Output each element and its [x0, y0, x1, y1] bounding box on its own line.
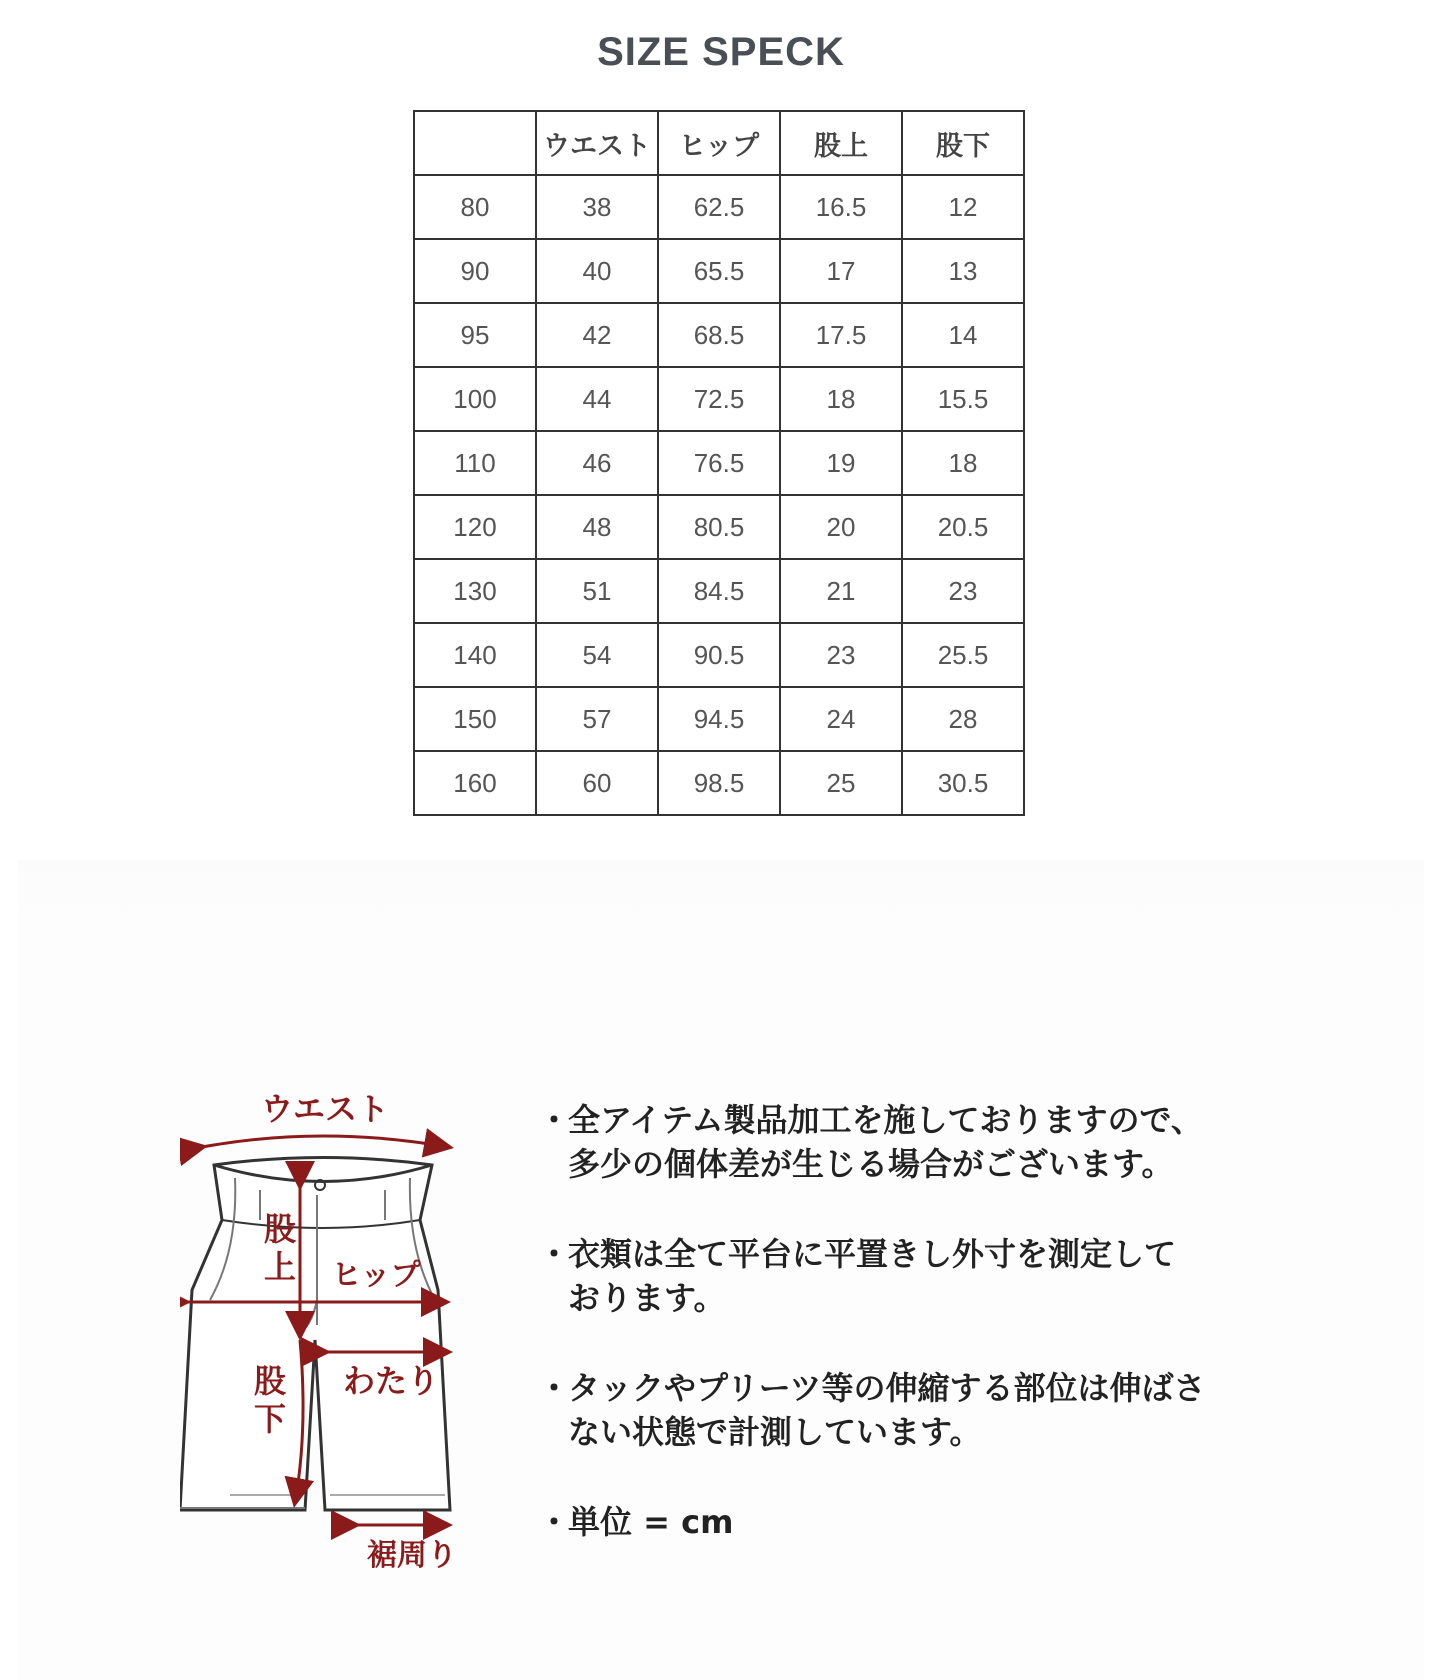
table-row	[414, 303, 1024, 367]
header-cell: 股上	[780, 111, 902, 175]
page-title: SIZE SPECK	[597, 30, 845, 74]
header-cell: ウエスト	[536, 111, 658, 175]
measurement-cell: 51	[536, 559, 658, 623]
note-text: タックやプリーツ等の伸縮する部位は伸ばさ	[568, 1369, 1206, 1407]
size-spec-table	[413, 110, 1025, 816]
inseam-label-bottom: 下	[253, 1400, 287, 1438]
size-cell: 130	[414, 559, 536, 623]
measurement-cell: 48	[536, 495, 658, 559]
measurement-cell: 38	[536, 175, 658, 239]
rise-label-bottom: 上	[263, 1248, 297, 1286]
note-text: 単位 = cm	[568, 1503, 734, 1541]
note-text: 衣類は全て平台に平置きし外寸を測定して	[568, 1235, 1177, 1273]
measurement-cell: 12	[902, 175, 1024, 239]
header-cell	[414, 111, 536, 175]
rise-label-top: 股	[263, 1210, 297, 1248]
size-cell: 160	[414, 751, 536, 815]
measurement-cell: 30.5	[902, 751, 1024, 815]
measurement-cell: 20.5	[902, 495, 1024, 559]
size-cell: 95	[414, 303, 536, 367]
note-item	[538, 1098, 1298, 1186]
shorts-outline	[180, 1158, 450, 1511]
bullet-icon: ・	[538, 1503, 571, 1541]
hem-label: 裾周り	[367, 1538, 457, 1570]
header-cell: 股下	[902, 111, 1024, 175]
note-text: 多少の個体差が生じる場合がございます。	[568, 1145, 1174, 1183]
measurement-cell: 15.5	[902, 367, 1024, 431]
measurement-cell: 40	[536, 239, 658, 303]
measurement-cell: 17.5	[780, 303, 902, 367]
measurement-cell: 25	[780, 751, 902, 815]
measurement-cell: 46	[536, 431, 658, 495]
note-item	[538, 1366, 1298, 1454]
table-row	[414, 495, 1024, 559]
table-row	[414, 175, 1024, 239]
measurement-cell: 28	[902, 687, 1024, 751]
note-item	[538, 1500, 1298, 1544]
measurement-cell: 16.5	[780, 175, 902, 239]
bullet-icon: ・	[538, 1101, 571, 1139]
measurement-cell: 44	[536, 367, 658, 431]
table-row	[414, 751, 1024, 815]
measurement-cell: 19	[780, 431, 902, 495]
measurement-cell: 60	[536, 751, 658, 815]
table-row	[414, 239, 1024, 303]
measurement-cell: 90.5	[658, 623, 780, 687]
waist-label: ウエスト	[260, 1090, 390, 1128]
size-cell: 150	[414, 687, 536, 751]
hip-label: ヒップ	[331, 1258, 421, 1293]
note-text: ない状態で計測しています。	[568, 1413, 982, 1451]
measurement-cell: 80.5	[658, 495, 780, 559]
measurement-cell: 68.5	[658, 303, 780, 367]
size-cell: 110	[414, 431, 536, 495]
measurement-cell: 72.5	[658, 367, 780, 431]
measurement-cell: 21	[780, 559, 902, 623]
measurement-cell: 24	[780, 687, 902, 751]
measurement-cell: 25.5	[902, 623, 1024, 687]
measurement-cell: 98.5	[658, 751, 780, 815]
bullet-icon: ・	[538, 1369, 571, 1407]
measurement-cell: 62.5	[658, 175, 780, 239]
measurement-cell: 76.5	[658, 431, 780, 495]
table-row	[414, 367, 1024, 431]
table-row	[414, 623, 1024, 687]
measurement-cell: 23	[780, 623, 902, 687]
table-row	[414, 431, 1024, 495]
measurement-cell: 18	[902, 431, 1024, 495]
table-row	[414, 559, 1024, 623]
thigh-label: わたり	[342, 1362, 440, 1400]
table-header-row	[414, 111, 1024, 175]
shorts-measurement-diagram	[180, 1070, 500, 1570]
measurement-cell: 42	[536, 303, 658, 367]
size-cell: 90	[414, 239, 536, 303]
inseam-label-top: 股	[253, 1362, 287, 1400]
measurement-cell: 54	[536, 623, 658, 687]
measurement-cell: 65.5	[658, 239, 780, 303]
size-cell: 140	[414, 623, 536, 687]
measurement-notes	[538, 1098, 1298, 1590]
measurement-cell: 18	[780, 367, 902, 431]
measurement-cell: 84.5	[658, 559, 780, 623]
size-cell: 100	[414, 367, 536, 431]
measurement-cell: 57	[536, 687, 658, 751]
note-item	[538, 1232, 1298, 1320]
measurement-cell: 17	[780, 239, 902, 303]
measurement-cell: 94.5	[658, 687, 780, 751]
bullet-icon: ・	[538, 1235, 571, 1273]
measurement-cell: 23	[902, 559, 1024, 623]
measurement-cell: 14	[902, 303, 1024, 367]
note-text: 全アイテム製品加工を施しておりますので、	[568, 1101, 1203, 1139]
header-cell: ヒップ	[658, 111, 780, 175]
note-text: おります。	[568, 1279, 726, 1317]
measurement-cell: 13	[902, 239, 1024, 303]
size-cell: 120	[414, 495, 536, 559]
measurement-cell: 20	[780, 495, 902, 559]
table-row	[414, 687, 1024, 751]
size-cell: 80	[414, 175, 536, 239]
